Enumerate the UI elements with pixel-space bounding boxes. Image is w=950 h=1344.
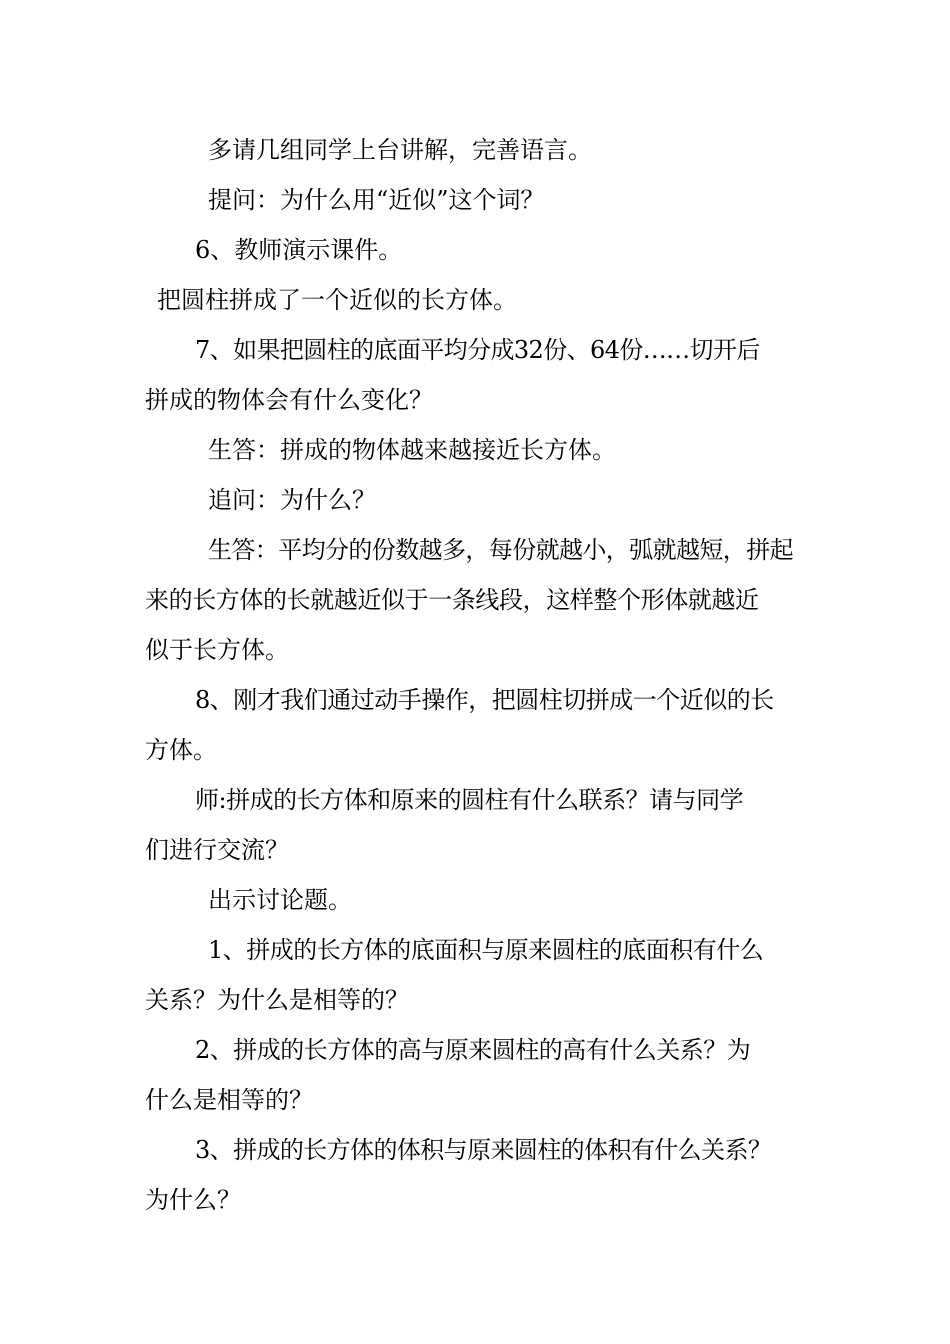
text-line: 2、拼成的长方体的高与原来圆柱的高有什么关系？为 <box>195 1036 751 1064</box>
text-line: 3、拼成的长方体的体积与原来圆柱的体积有什么关系？ <box>195 1136 772 1164</box>
text-line: 师:拼成的长方体和原来的圆柱有什么联系？请与同学 <box>195 786 744 814</box>
text-line: 似于长方体。 <box>145 636 289 664</box>
text-line: 多请几组同学上台讲解，完善语言。 <box>208 136 592 164</box>
text-line: 什么是相等的？ <box>145 1086 313 1114</box>
text-line: 为什么？ <box>145 1186 241 1214</box>
text-line: 方体。 <box>145 736 217 764</box>
text-line: 8、刚才我们通过动手操作，把圆柱切拼成一个近似的长 <box>195 686 774 714</box>
text-line: 拼成的物体会有什么变化？ <box>145 386 433 414</box>
text-line: 6、教师演示课件。 <box>195 236 403 264</box>
text-line: 关系？为什么是相等的？ <box>145 986 409 1014</box>
text-line: 把圆柱拼成了一个近似的长方体。 <box>157 286 517 314</box>
text-line: 生答：平均分的份数越多，每份就越小，弧就越短，拼起 <box>208 536 793 564</box>
text-line: 7、如果把圆柱的底面平均分成32份、64份……切开后 <box>195 336 760 364</box>
text-line: 来的长方体的长就越近似于一条线段，这样整个形体就越近 <box>145 586 759 614</box>
text-line: 们进行交流？ <box>145 836 289 864</box>
text-line: 出示讨论题。 <box>208 886 352 914</box>
text-line: 1、拼成的长方体的底面积与原来圆柱的底面积有什么 <box>208 936 764 964</box>
text-line: 提问：为什么用“近似”这个词？ <box>208 186 545 214</box>
text-line: 追问：为什么？ <box>208 486 376 514</box>
text-line: 生答：拼成的物体越来越接近长方体。 <box>208 436 616 464</box>
